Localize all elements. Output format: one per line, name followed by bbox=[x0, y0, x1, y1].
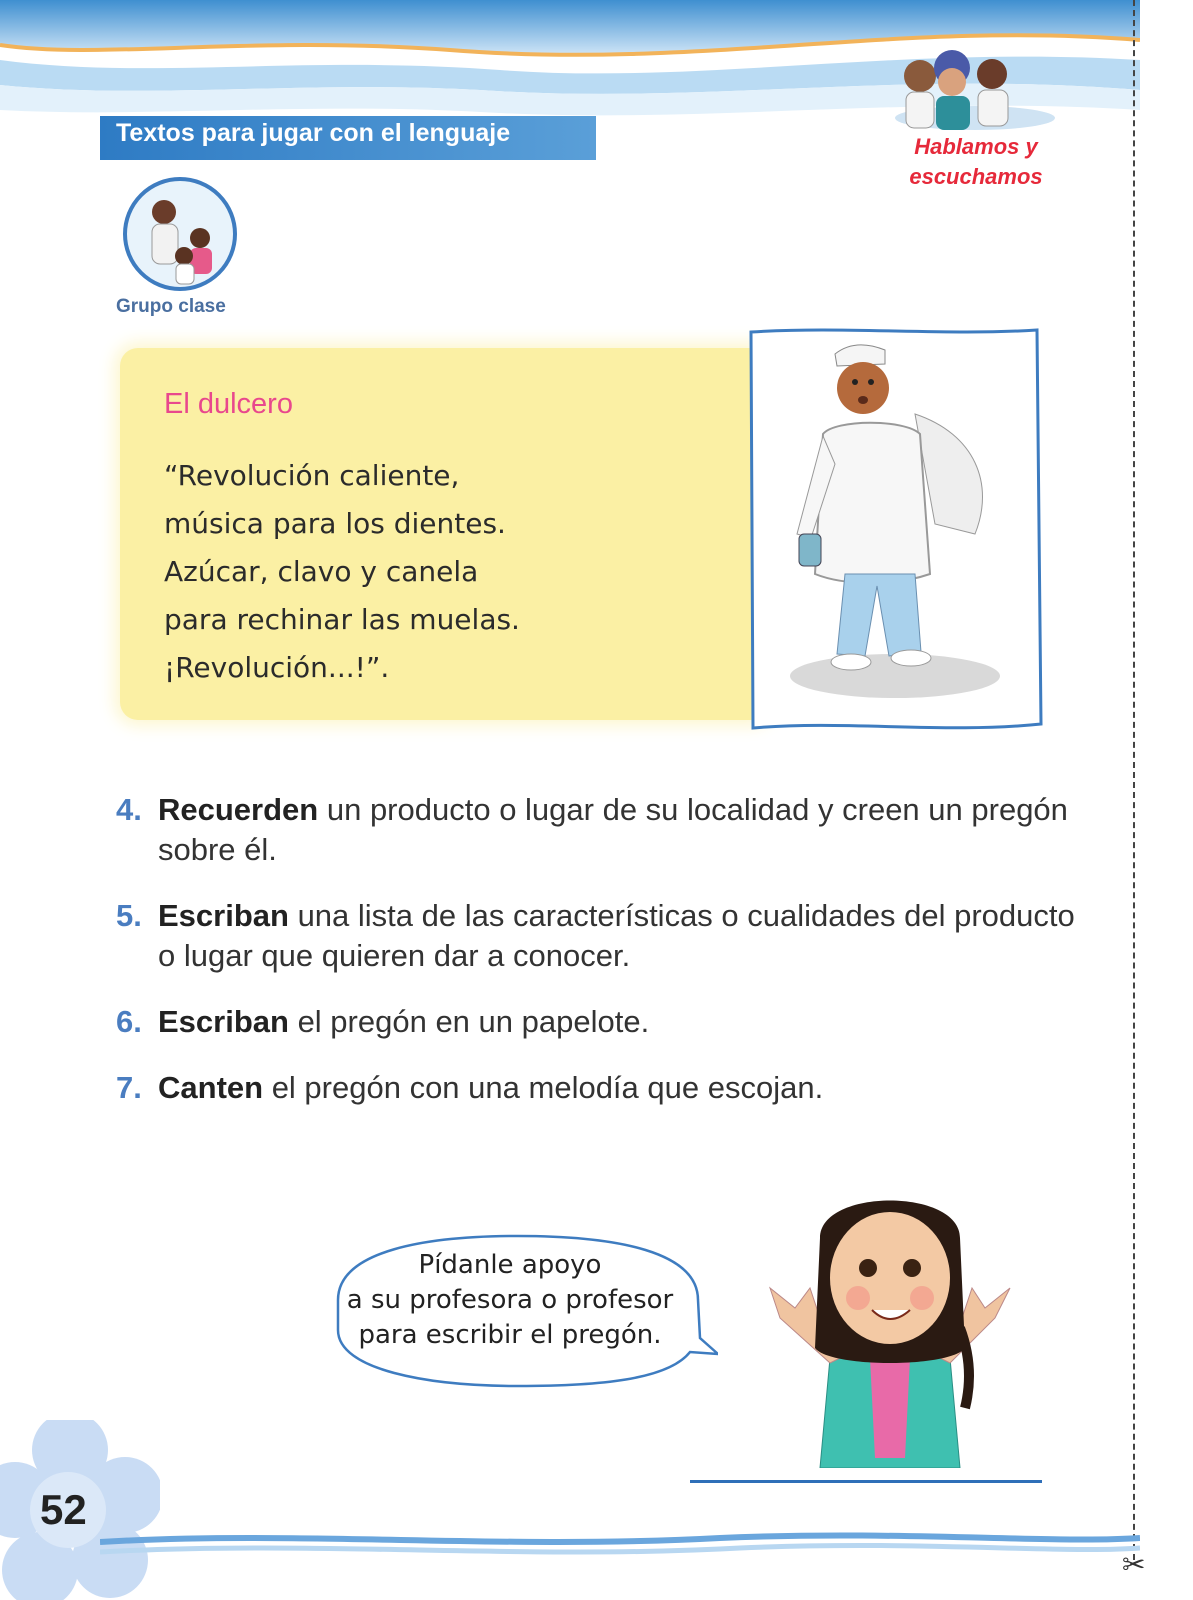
bubble-line: a su profesora o profesor bbox=[346, 1285, 674, 1315]
task-item-6 bbox=[116, 1002, 1076, 1042]
hablamos-escuchamos-badge bbox=[896, 132, 1056, 192]
bubble-line: Pídanle apoyo bbox=[418, 1250, 602, 1280]
section-title: Textos para jugar con el lenguaje bbox=[116, 119, 511, 147]
task-text: un producto o lugar de su localidad y creen un pregón sobre él. bbox=[158, 792, 1068, 867]
girl-illustration bbox=[740, 1168, 1040, 1468]
poem-title: El dulcero bbox=[164, 388, 293, 420]
task-verb: Canten bbox=[158, 1070, 264, 1105]
task-number: 7. bbox=[116, 1070, 142, 1105]
task-verb: Recuerden bbox=[158, 792, 319, 827]
poem-line: para rechinar las muelas. bbox=[164, 603, 520, 636]
task-text: el pregón en un papelote. bbox=[288, 1004, 650, 1039]
page-number: 52 bbox=[40, 1486, 87, 1533]
task-number: 4. bbox=[116, 792, 142, 827]
poem-line: música para los dientes. bbox=[164, 507, 506, 540]
poem-line: “Revolución caliente, bbox=[164, 459, 460, 492]
bubble-line: para escribir el pregón. bbox=[358, 1320, 662, 1350]
group-label: Grupo clase bbox=[116, 296, 226, 317]
divider-line bbox=[690, 1480, 1042, 1483]
task-number: 6. bbox=[116, 1004, 142, 1039]
poem-line: Azúcar, clavo y canela bbox=[164, 555, 479, 588]
cut-line bbox=[1133, 0, 1135, 1560]
task-number: 5. bbox=[116, 898, 142, 933]
task-item-5 bbox=[116, 896, 1076, 976]
task-text: una lista de las características o cualidades del producto o lugar que quieren dar a conocer. bbox=[158, 898, 1075, 973]
footer-wave-decoration bbox=[100, 1524, 1140, 1564]
bubble-text bbox=[330, 1248, 690, 1353]
task-list bbox=[116, 790, 1076, 1134]
task-item-7 bbox=[116, 1068, 1076, 1108]
task-item-4 bbox=[116, 790, 1076, 870]
teacher-class-icon bbox=[122, 176, 238, 292]
poem-lines bbox=[164, 452, 520, 692]
badge-line2: escuchamos bbox=[909, 164, 1043, 189]
poem-line: ¡Revolución...!”. bbox=[164, 651, 390, 684]
badge-line1: Hablamos y bbox=[914, 134, 1038, 159]
task-verb: Escriban bbox=[158, 898, 289, 933]
vendor-illustration bbox=[745, 324, 1045, 744]
task-verb: Escriban bbox=[158, 1004, 289, 1039]
task-text: el pregón con una melodía que escojan. bbox=[263, 1070, 824, 1105]
scissors-icon: ✂ bbox=[1122, 1548, 1146, 1581]
